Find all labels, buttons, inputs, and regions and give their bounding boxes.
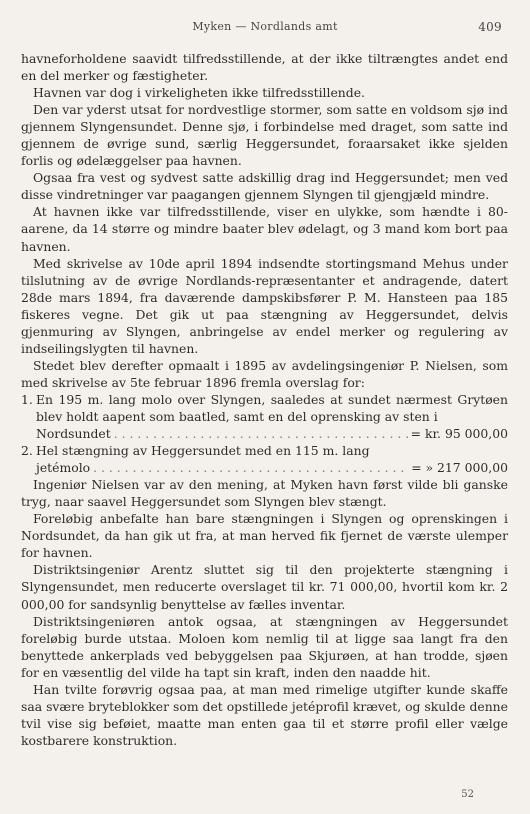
paragraph: Foreløbig anbefalte han bare stængningen i Slyngen og oprenskingen i Nordsundet, da han gik ut fra, at man herved fik fjernet de værste ulemper for havnen. <box>21 511 508 561</box>
list-item-text: En 195 m. lang molo over Slyngen, saaledes at sundet nærmest Grytøen blev holdt aapent som baatled, samt en del oprensking av sten i <box>36 391 508 424</box>
dot-leader <box>114 425 408 442</box>
paragraph: Stedet blev derefter opmaalt i 1895 av avdelingsingeniør P. Nielsen, som med skrivelse av 5te februar 1896 fremla overslag for: <box>21 357 508 390</box>
amount-line <box>36 459 508 476</box>
paragraph: Med skrivelse av 10de april 1894 indsendte stortingsmand Mehus under tilslutning av de øvrige Nordlands-repræsentanter et andragende, datert 28de mars 1894, fra daværende dampskibsfører P. M. Hansteen paa 185 fiskeres vegne. Det gik ut paa stængning av Heggersundet, delvis gjenmuring av Slyngen, anbringelse av endel merker og regulering av indseilingslygten til havnen. <box>21 255 508 356</box>
list-item-number: 2. <box>21 443 33 459</box>
running-title: Myken — Nordlands amt <box>192 20 338 33</box>
paragraph: Havnen var dog i virkeligheten ikke tilfredsstillende. <box>33 85 365 101</box>
paragraph: At havnen ikke var tilfredsstillende, viser en ulykke, som hændte i 80-aarene, da 14 større og mindre baater blev ødelagt, og 3 mand kom bort paa havnen. <box>21 204 508 254</box>
page-number: 409 <box>478 20 502 34</box>
paragraph: havneforholdene saavidt tilfredsstillende, at der ikke tiltrængtes andet end en del merker og fæstigheter. <box>21 51 508 84</box>
paragraph: Han tvilte forøvrig ogsaa paa, at man med rimelige utgifter kunde skaffe saa svære bryteblokker som det opstillede jetéprofil krævet, og skulde denne tvil vise sig beføiet, maatte man enten gaa til et større profil eller vælge kostbarere konstruktion. <box>21 681 508 748</box>
list-item <box>21 391 508 442</box>
list-item-label: Nordsundet <box>36 426 111 442</box>
paragraph: Distriktsingeniør Arentz sluttet sig til den projekterte stængning i Slyngensundet, men reducerte overslaget til kr. 71 000,00, hvortil kom kr. 2 000,00 for sandsynlig benyttelse av fælles inventar. <box>21 562 508 612</box>
list-item-text: Hel stængning av Heggersundet med en 115 m. lang <box>36 443 370 459</box>
list-item <box>21 442 508 476</box>
list-item-label: jetémolo <box>36 460 91 476</box>
paragraph: Ogsaa fra vest og sydvest satte adskillig drag ind Heggersundet; men ved disse vindretninger var paagangen gjennem Slyngen til gjengjæld mindre. <box>21 170 508 203</box>
amount-line <box>36 425 508 442</box>
list-item-amount: = » 217 000,00 <box>411 460 508 476</box>
paragraph: Distriktsingeniøren antok ogsaa, at stængningen av Heggersundet foreløbig burde utstaa. Moloen kom nemlig til at ligge saa langt fra den benyttede ankerplads ved bebyggelsen paa Skjurøen, at han trodde, sjøen for en væsentlig del vilde ha tapt sin kraft, inden den naadde hit. <box>21 613 508 680</box>
paragraph: Den var yderst utsat for nordvestlige stormer, som satte en voldsom sjø ind gjennem Slyngensundet. Denne sjø, i forbindelse med draget, som satte ind gjennem de øvrige sund, særlig Heggersundet, foraarsaket ikke sjelden forlis og ødelæggelser paa havnen. <box>21 102 508 169</box>
running-head <box>0 20 530 36</box>
dot-leader <box>93 459 408 476</box>
list-item-number: 1. <box>21 391 33 407</box>
sheet-number: 52 <box>461 789 474 800</box>
body-text <box>21 50 508 749</box>
paragraph: Ingeniør Nielsen var av den mening, at Myken havn først vilde bli ganske tryg, naar saavel Heggersundet som Slyngen blev stængt. <box>21 477 508 510</box>
list-item-amount: = kr. 95 000,00 <box>410 426 508 442</box>
